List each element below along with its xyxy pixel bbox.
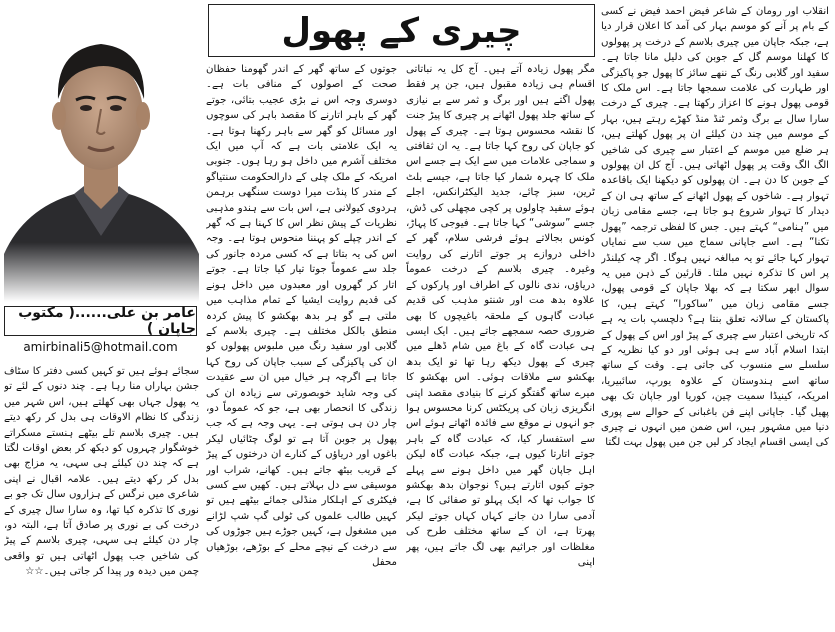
author-email[interactable]: amirbinali5@hotmail.com (23, 340, 178, 354)
article-column-4 (4, 364, 199, 627)
article-column-3 (206, 62, 397, 627)
article-column-1 (601, 4, 829, 627)
article-paragraph: سجائے ہوئے ہیں تو کہیں کسی دفتر کا سٹاف جشن بہاراں منا رہا ہے۔ چند دنوں کے لئے تو یہ پھول جہاں بھی کھلتے ہیں، اس شہر میں زندگی کا نظام الاوقات ہی بدل کر رکھ دیتے ہیں۔ چیری بلاسم تلے بیٹھے ہنستے مسکراتے خوشگوار چہروں کو دیکھ کر بعض اوقات لگتا ہے کہ چند دن کیلئے ہی سہی، یہ مزاج بھی بدل کر رکھ دیتے ہیں۔ علامہ اقبال نے اپنی شاعری میں نرگس کے ہزاروں سال تک جو بے نوری کا تذکرہ کیا تھا، وہ سارا سال چیری کے درخت کی بے نوری پر صادق آتا ہے، البتہ دو، چار دن کیلئے ہی سہی، چیری بلاسم کے پیڑ کی شاخیں جب پھول اٹھاتی ہیں تو واقعی چمن میں دیدہ ور پیدا کر جاتی ہیں۔☆☆ (4, 366, 199, 578)
article-paragraph: مگر پھول زیادہ آتے ہیں۔ آج کل یہ نباتاتی اقسام ہی زیادہ مقبول ہیں، جن پر فقط پھول اگتے ہیں اور برگ و ثمر سے بے نیازی کے ساتھ جلد پھول اٹھانے پر چیری کا پیڑ جنت کا نقشہ محسوس ہوتا ہے۔ چیری کے پھول کو جاپان کی روح کہا جاتا ہے۔ یہ ان ثقافتی و سماجی علامات میں سے ایک ہے جسے اس ملک کا چہرہ شمار کیا جاتا ہے، جیسے بلٹ ٹرین، سبز چائے، جدید الیکٹرانکس، اجلے ہوئے سفید چاولوں پر کچی مچھلی کی ڈش، جسے ”سوشی“ کہا جاتا ہے۔ فیوجی کا پہاڑ، کونس بجالاتے ہوئے فرشی سلام، گھر کے داخلی دروازے پر جوتے اتارنے کی روایت وغیرہ۔ چیری بلاسم کے درخت عموماً دریاؤں، ندی نالوں کے اطراف اور پارکوں کے علاوہ بدھ مت اور شنتو مذہب کی قدیم عبادت گاہوں کے ملحقہ باغیچوں کا بھی ضروری حصہ سمجھے جاتے ہیں۔ ایک ایسی ہی عبادت گاہ کے باغ میں شام ڈھلے میں چیری کے پھول دیکھ رہا تھا تو ایک بدھ بھکشو سے ملاقات ہوئی۔ اس بھکشو کا میرے ساتھ گفتگو کرنے کا بنیادی مقصد اپنی انگریزی زبان کی پریکٹس کرنا محسوس ہوا جو انہوں نے موقع سے فائدہ اٹھاتے ہوئے اس سے استفسار کیا، کہ عبادت گاہ کے باہر جوتے اتارتا کیوں ہے، جبکہ عبادت گاہ لیکن اہل جاپان گھر میں داخل ہونے سے پہلے جوتے کیوں اتارتے ہیں؟ نوجوان بدھ بھکشو کا جواب تھا کہ ایک پہلو تو صفائی کا ہے، آدمی سارا دن جانے کہاں کہاں جوتے لیکر پھرتا ہے، ان کے ساتھ مختلف طرح کی مغلظات اور جراثیم بھی لگ جاتے ہیں، پھر اپنی (406, 64, 595, 568)
byline-box (4, 306, 197, 336)
author-portrait-image (4, 4, 199, 302)
article-paragraph: انقلاب اور رومان کے شاعر فیض احمد فیض نے کسی کے بام پر آنے کو موسم بہار کی آمد کا اعلان قرار دیا ہے، جبکہ جاپان میں چیری بلاسم کے درخت پر پھولوں کا کھلنا موسم گل کے جوبن کی دلیل مانا جاتا ہے۔ سفید اور گلابی رنگ کے ننھے سائز کا پھول جو پاکیزگی اور طہارت کی علامت سمجھا جاتا ہے۔ اس ملک کا قومی پھول ہونے کا اعزاز رکھتا ہے۔ چیری کے درخت سارا سال بے برگ وثمر ٹنڈ منڈ کھڑے رہتے ہیں، بہار کے موسم میں چند دن کیلئے ان پر پھول کھلتے ہیں، ہر ضلع میں موسم کے اعتبار سے چیری کی شاخیں الگ الگ وقت پر پھول اٹھاتی ہیں۔ آج کل ان پھولوں کے جوبن کا دن ہے۔ ان پھولوں کو دیکھنا ایک باقاعدہ تہوار ہے۔ شاخوں کے پھول اٹھانے کے ساتھ ہی ان کے دیدار کا تہوار شروع ہو جاتا ہے، جسے مقامی زبان میں ”ہنامی“ کہتے ہیں۔ جس کا لفظی ترجمہ ”پھول تکنا“ ہے۔ اسے جاپانی سماج میں سب سے نمایاں تہوار کہا جائے تو یہ مبالغہ نہیں ہوگا۔ اگر چہ کیلنڈر پر اس کا تذکرہ نہیں ملتا۔ قارئین کے ذہن میں یہ سوال ابھر سکتا ہے کہ بھلا جاپان کے قومی پھول، جسے مقامی زبان میں ”ساکورا“ کہتے ہیں، کا پاکستان کے سالانہ تعلق بنتا ہے؟ دلچسپ بات یہ ہے کہ تاریخی اعتبار سے چیری کے پیڑ اور اس کے پھول کے ابتدا اسلام آباد سے ہی ہوئی اور دو کیا نظریہ کے سلسلے سے منسوب کی جاتی ہے۔ وقت کے ساتھ ساتھ اسے ہندوستان کے علاوہ یورپ، سائبیریا، امریکہ، کینیڈا سمیت چین، کوریا اور جاپان تک بھی پھیل گیا۔ جاپانی اپنے فن باغبانی کے حوالے سے پوری دنیا میں مشہور ہیں، اس ضمن میں انہوں نے چیری کی ایسی اقسام ایجاد کر لیں جن میں پھول بہت لگتا (601, 6, 829, 449)
headline: چیری کے پھول (281, 11, 522, 51)
headline-box (208, 4, 595, 57)
article-column-2 (406, 62, 595, 627)
author-photo (4, 4, 199, 302)
article-paragraph: جوتوں کے ساتھ گھر کے اندر گھومنا حفظان صحت کے اصولوں کے منافی بات ہے۔ دوسری وجہ اس نے بڑی عجیب بتائی، جوتے گھر کے باہر اتارنے کا مقصد باہر کی سوچوں اور مسائل کو گھر سے باہر رکھنا ہوتا ہے۔ یہ ایک علامتی بات ہے کہ آپ میں ایک مختلف آشرم میں داخل ہو رہا ہوں۔ جنوبی امریکہ کے ملک چلی کے دارالحکومت سنتیاگو کے مندر کا پنڈت میرا دوست سنگھی برہمن ہردوی کیولانی ہے، اس بات سے ہندو مذہبی نظریات کے پیش نظر اس کا کہنا ہے کہ گھر کے اندر چپلے کو پہننا منحوس ہوتا ہے۔ وجہ اس کی یہ بتاتا ہے کہ کسی مردہ جانور کی جلد سے عموماً جوتا تیار کیا جاتا ہے۔ جوتے اتار کر گھروں اور معبدوں میں داخل ہونے کی قدیم روایت ایشیا کے تمام مذاہب میں ملتی ہے گو ہر بدھ بھکشو کا پیش کردہ منطق بالکل مختلف ہے۔ چیری بلاسم کے گلابی اور سفید رنگ میں ملبوس پھولوں کو ان کی پاکیزگی کے سبب جاپان کی روح کہا جاتا ہے اگرچہ ہر خیال میں ان سے عقیدت کی وجہ شاید خوبصورتی سے زیادہ ان کی زندگی کا انحصار بھی ہے، جو کہ عموماً دو، چار دن ہی ہوتی ہے۔ یہی وجہ ہے کہ جب پھول پر جوبن آتا ہے تو لوگ چٹائیاں لیکر باغوں اور دریاؤں کے کنارے ان درختوں کے پیڑ کے قریب بیٹھ جاتے ہیں۔ کھانے، شراب اور موسیقی سے دل بہلاتے ہیں۔ کھیں سے کسی فیکٹری کے اہلکار منڈلی جمائے بیٹھے ہیں تو کہیں طالب علموں کی ٹولی گپ شپ لڑانے میں مشغول ہے، کہیں جوڑے ہیں جوڑوں کی سے درخت کے نیچے محلے کے بوڑھے، بوڑھیاں محفل (206, 64, 397, 568)
byline: عامر بن علی......( مکتوب جاپان ) (18, 305, 196, 337)
